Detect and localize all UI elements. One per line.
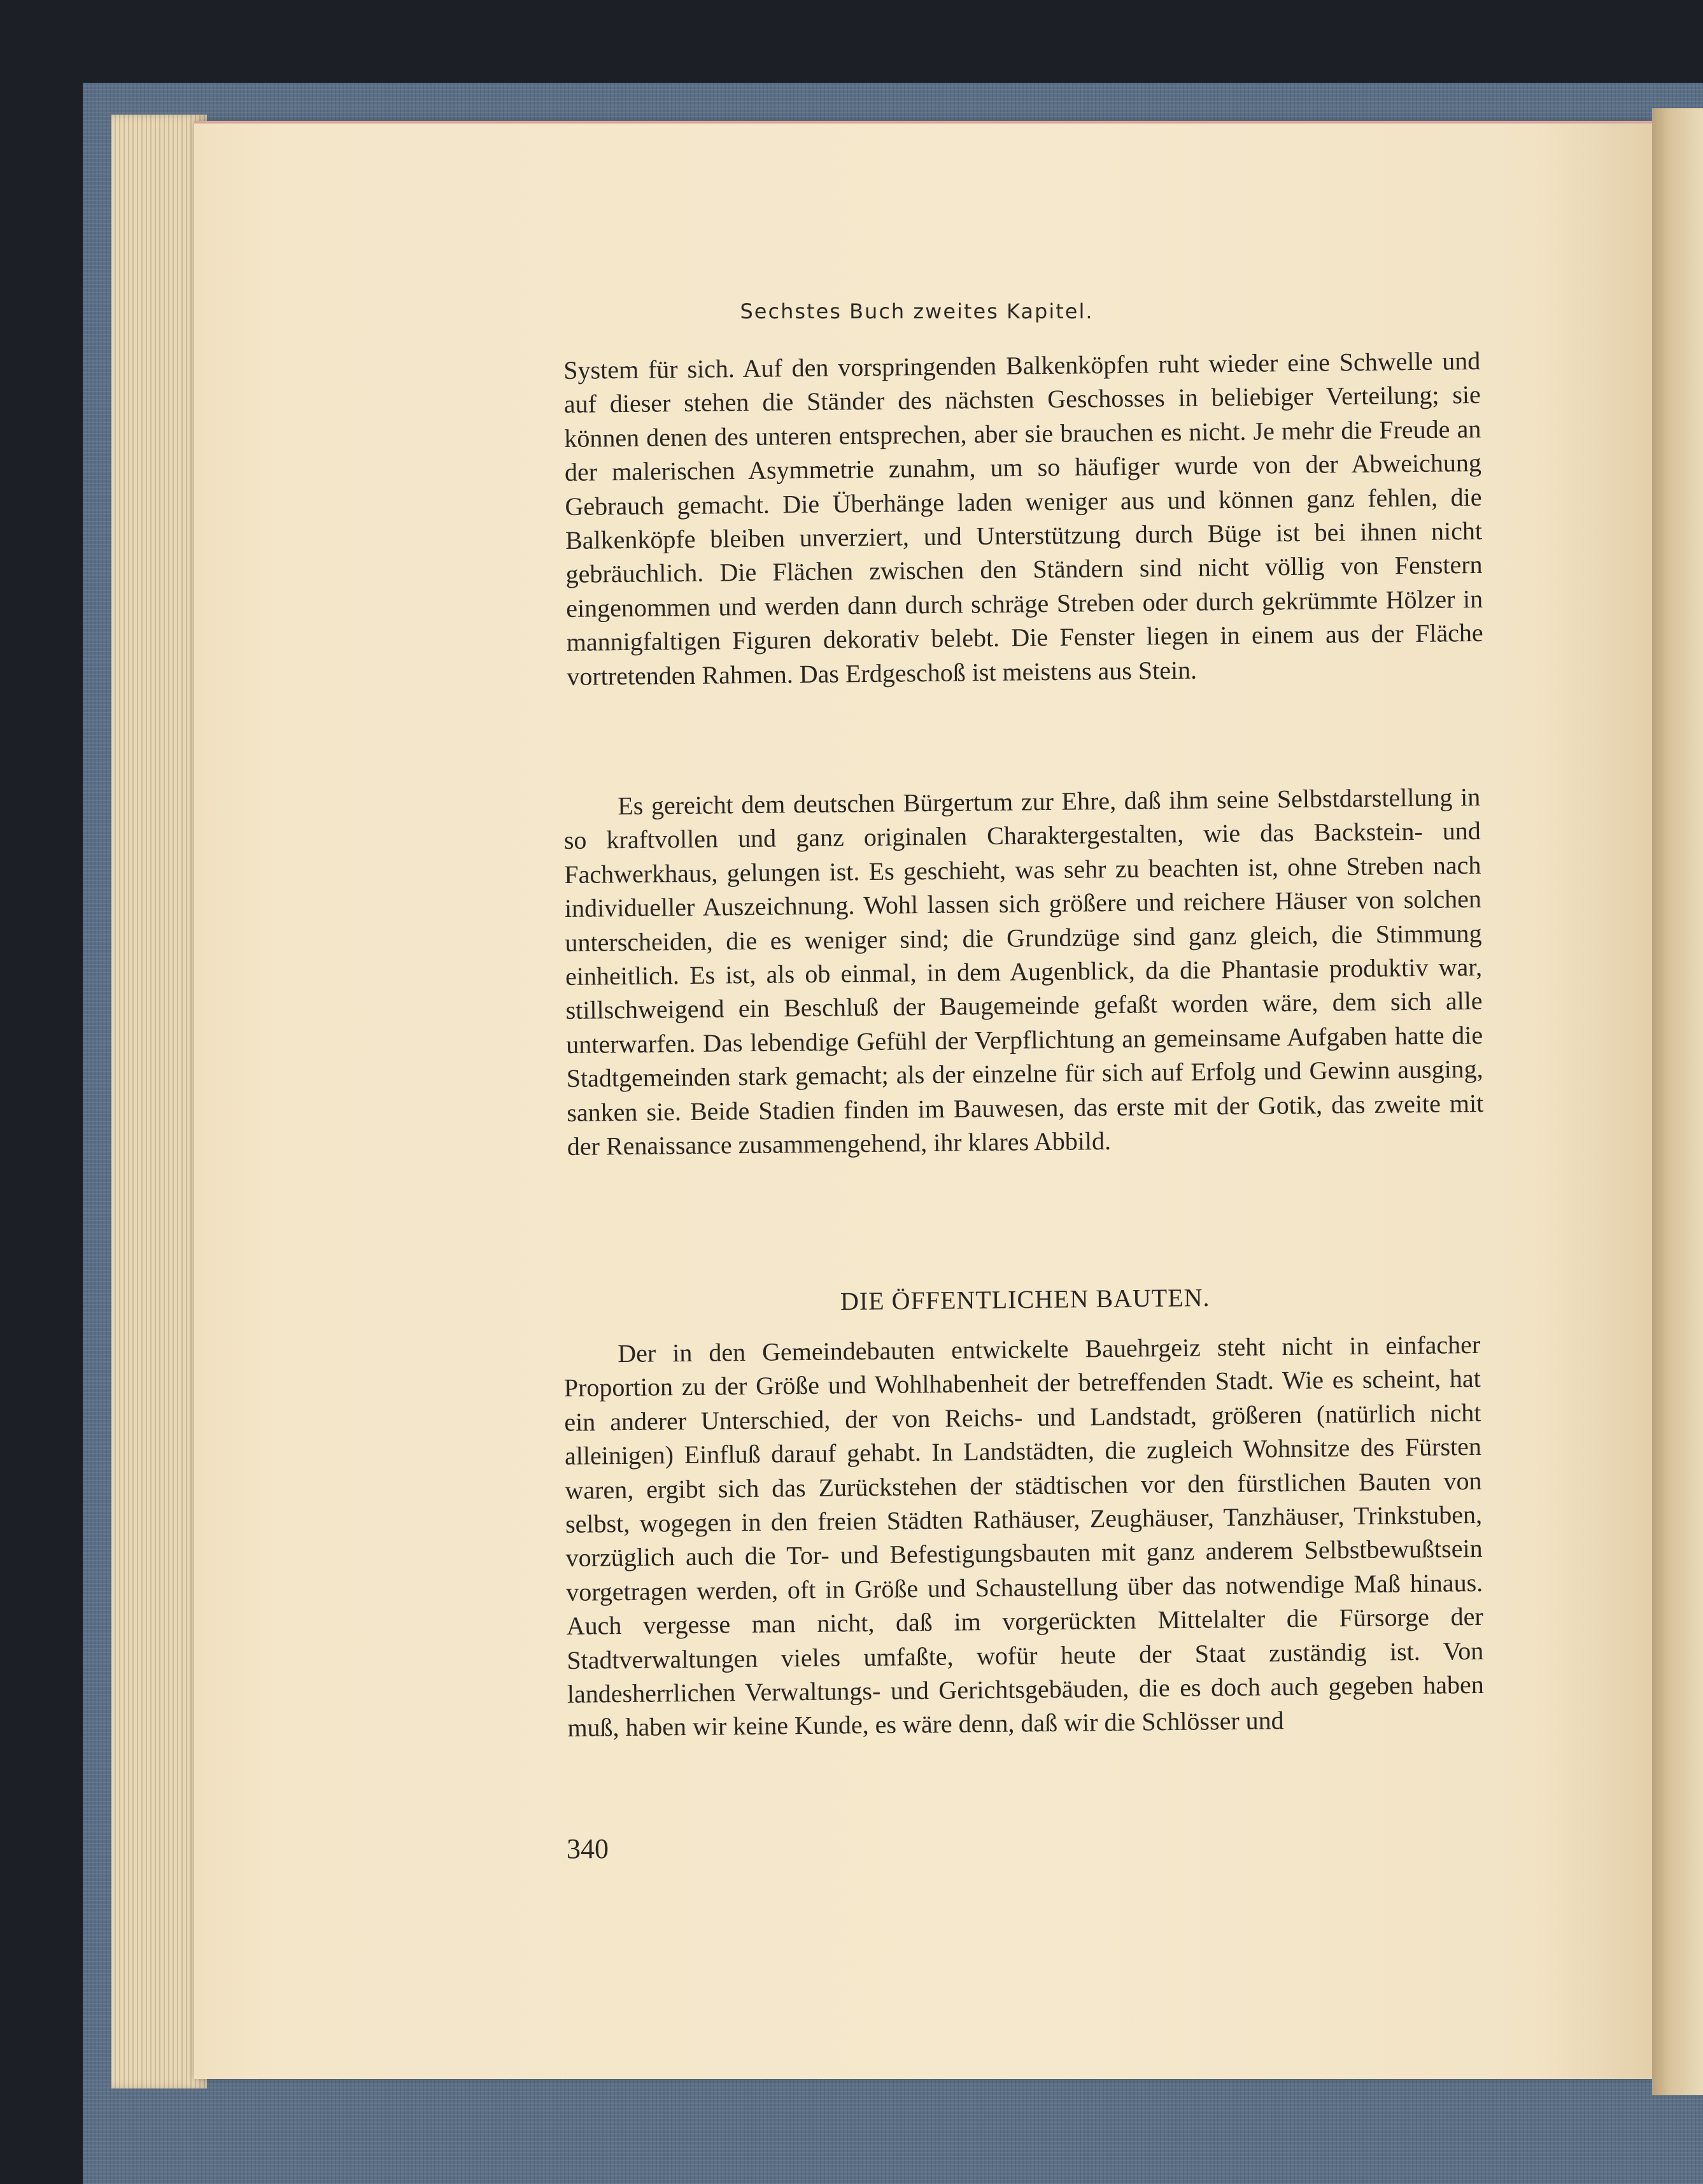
paragraph-3: Der in den Gemeindebauten entwickelte Bauehrgeiz steht nicht in einfacher Proportion zu der Größe und Wohlhabenheit der betreffenden Stadt. Wie es scheint, hat ein anderer Unterschied, der von Reichs- und Landstadt, größeren (natürlich nicht alleinigen) Einfluß darauf gehabt. In Landstädten, die zugleich Wohnsitze des Fürsten waren, ergibt sich das Zurückstehen der städtischen vor den fürstlichen Bauten von selbst, wogegen in den freien Städten Rathäuser, Zeughäuser, Tanzhäuser, Trinkstuben, vorzüglich auch die Tor- und Befestigungsbauten mit ganz anderem Selbstbewußtsein vorgetragen werden, oft in Größe und Schaustellung über das notwendige Maß hinaus. Auch vergesse man nicht, daß im vorgerückten Mittelalter die Fürsorge der Stadtverwaltungen vieles umfaßte, wofür heute der Staat zuständig ist. Von landesherrlichen Verwaltungs- und Gerichtsgebäuden, die es doch auch gegeben haben muß, haben wir keine Kunde, es wäre denn, daß wir die Schlösser und: [563, 1330, 1485, 1743]
section-heading: DIE ÖFFENTLICHEN BAUTEN.: [840, 1283, 1210, 1316]
running-header: Sechstes Buch zweites Kapitel.: [740, 299, 1094, 323]
page-edges: [111, 115, 207, 2088]
paragraph-2: Es gereicht dem deutschen Bürgertum zur Ehre, daß ihm seine Selbstdarstellung in so kraftvollen und ganz originalen Charaktergestalten, wie das Backstein- und Fachwerkhaus, gelungen ist. Es geschieht, was sehr zu beachten ist, ohne Streben nach individueller Auszeichnung. Wohl lassen sich größere und reichere Häuser von solchen unterscheiden, die es weniger sind; die Grundzüge sind ganz gleich, die Stimmung einheitlich. Es ist, als ob einmal, in dem Augenblick, da die Phantasie produktiv war, stillschweigend ein Beschluß der Baugemeinde gefaßt worden wäre, dem sich alle unterwarfen. Das lebendige Gefühl der Verpflichtung an gemeinsame Aufgaben hatte die Stadtgemeinden stark gemacht; als der einzelne für sich auf Erfolg und Gewinn ausging, sanken sie. Beide Stadien finden im Bauwesen, das erste mit der Gotik, das zweite mit der Renaissance zusammengehend, ihr klares Abbild.: [563, 782, 1484, 1161]
page-number: 340: [567, 1833, 609, 1864]
page-top-edge: [194, 121, 1652, 124]
book-gutter: [1652, 108, 1703, 2095]
paragraph-1: System für sich. Auf den vorspringenden Balkenköpfen ruht wieder eine Schwelle und auf dieser stehen die Ständer des nächsten Geschosses in beliebiger Verteilung; sie können denen des unteren entsprechen, aber sie brauchen es nicht. Je mehr die Freude an der malerischen Asymmetrie zunahm, um so häufiger wurde von der Abweichung Gebrauch gemacht. Die Überhänge laden weniger aus und können ganz fehlen, die Balkenköpfe bleiben unverziert, und Unterstützung durch Büge ist bei ihnen nicht gebräuchlich. Die Flächen zwischen den Ständern sind nicht völlig von Fenstern eingenommen und werden dann durch schräge Streben oder durch gekrümmte Hölzer in mannigfaltigen Figuren dekorativ belebt. Die Fenster liegen in einem aus der Fläche vortretenden Rahmen. Das Erdgeschoß ist meistens aus Stein.: [563, 346, 1483, 691]
